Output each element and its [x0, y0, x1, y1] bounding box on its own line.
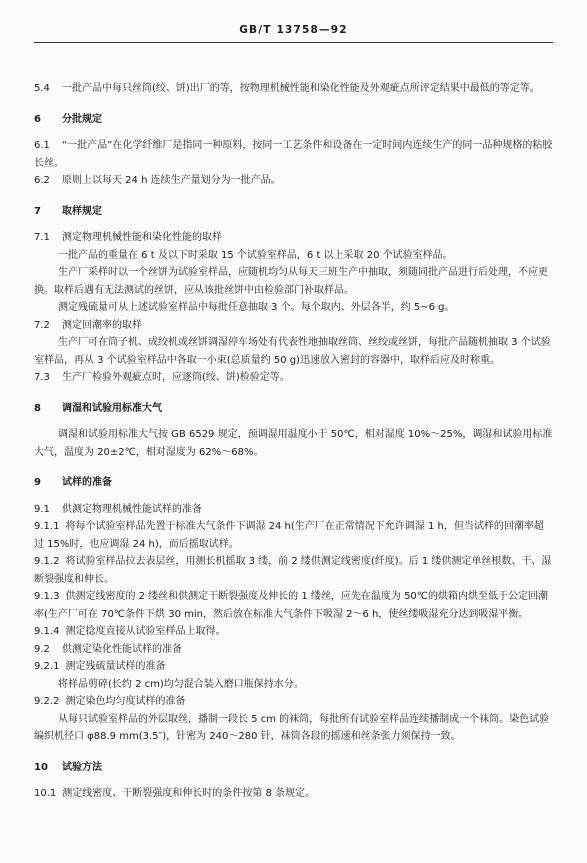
clause-9-1-4	[34, 623, 553, 641]
clause-9-2	[34, 641, 553, 659]
clause-9-1-3	[34, 588, 553, 623]
section-number: 8	[34, 402, 41, 414]
clause-text: 将每个试验室样品先置于标准大气条件下调湿 24 h(生产厂在正常情况下允许调湿 1 h，但当试样的回潮率超过 15%时，也应调湿 24 h)，而后摇取试样。	[34, 521, 544, 550]
section-number: 10	[34, 761, 48, 773]
clause-number: 6.2	[34, 175, 50, 186]
section-10-heading	[34, 759, 553, 777]
clause-number: 9.1.2	[34, 556, 60, 567]
section-8-heading	[34, 400, 553, 418]
paragraph-7-1-c: 测定残硫量可从上述试验室样品中每批任意抽取 3 个。每个取内、外层各半，约 5~6 g。	[58, 302, 455, 313]
clause-number: 9.1.3	[34, 591, 60, 602]
clause-text: 测定捻度直接从试验室样品上取得。	[65, 626, 226, 637]
clause-number: 10.1	[34, 788, 57, 799]
paragraph-9-2-1: 将样品剪碎(长约 2 cm)均匀混合装入磨口瓶保持水分。	[58, 678, 304, 690]
section-number: 7	[34, 205, 41, 217]
paragraph-9-2-2: 从每只试验室样品的外层取丝，播制一段长 5 cm 的袜筒，每批所有试验室样品连续播制成一个袜筒。染色试验编织机径口 φ88.9 mm(3.5″)，针密为 240～280 针，袜筒各段的摇速和丝条张力须保持一致。	[34, 713, 550, 742]
clause-text: 原则上以每天 24 h 连续生产量划分为一批产品。	[62, 175, 281, 186]
section-number: 6	[34, 113, 41, 125]
paragraph-8: 调湿和试验用标准大气按 GB 6529 规定，预调湿用温度小于 50℃，相对湿度 10%～25%，调湿和试验用标准大气，温度为 20±2℃，相对湿度为 62%～68%。	[34, 429, 553, 458]
clause-7-3	[34, 369, 553, 387]
clause-text: 供测定染化性能试样的准备	[62, 643, 182, 655]
clause-text: 供测定物理机械性能试样的准备	[62, 503, 202, 515]
clause-number: 6.1	[34, 140, 50, 151]
document-body	[34, 80, 553, 803]
section-title: 分批规定	[62, 113, 102, 125]
section-title: 试验方法	[62, 761, 102, 773]
clause-9-2-2	[34, 693, 553, 711]
clause-9-1-1	[34, 518, 553, 553]
clause-6-2	[34, 172, 553, 190]
clause-number: 9.1.4	[34, 626, 60, 637]
page-header: GB/T 13758—92	[239, 24, 348, 36]
section-title: 调湿和试验用标准大气	[62, 402, 162, 414]
section-6-heading	[34, 111, 553, 129]
section-7-heading	[34, 203, 553, 221]
paragraph-7-2: 生产厂可在筒子机、成绞机或丝饼调湿停车场处有代表性地抽取丝筒、丝绞或丝饼，每批产品随机抽取 3 个试验室样品，再从 3 个试验室样品中各取一小束(总质量约 50 g)迅速放入密封的容器中，取样后应及时称重。	[34, 337, 551, 366]
clause-9-2-1	[34, 658, 553, 676]
section-title: 取样规定	[62, 205, 102, 217]
clause-7-1	[34, 229, 553, 247]
clause-number: 5.4	[34, 83, 50, 94]
header-rule	[34, 42, 553, 43]
paragraph-7-1-a: 一批产品的重量在 6 t 及以下时采取 15 个试验室样品，6 t 以上采取 20 个试验室样品。	[58, 249, 453, 261]
clause-text: 测定物理机械性能和染化性能的取样	[62, 232, 222, 243]
clause-text: “一批产品”在化学纤维厂是指同一种原料，按同一工艺条件和设备在一定时间内连续生产的同一品种规格的粘胶长丝。	[34, 140, 553, 169]
clause-text: 测定回潮率的取样	[62, 319, 142, 331]
clause-number: 9.2.2	[34, 696, 60, 707]
clause-text: 测定残硫量试样的准备	[65, 661, 166, 672]
clause-number: 7.1	[34, 232, 50, 243]
clause-5-4	[34, 80, 553, 98]
section-9-heading	[34, 474, 553, 492]
clause-text: 供测定线密度的 2 缕丝和供测定干断裂强度及伸长的 1 缕丝，应先在温度为 50℃的烘箱内烘至低于公定回潮率(生产厂可在 70℃条件下烘 30 min，然后放在标准大气条件下吸湿 2～6 h，使丝缕吸湿充分达到吸湿平衡。	[34, 591, 549, 620]
clause-6-1	[34, 137, 553, 172]
clause-text: 测定染色均匀度试样的准备	[65, 696, 186, 707]
clause-text: 一批产品中每只丝筒(绞、饼)出厂的等，按物理机械性能和染化性能及外观疵点所评定结果中最低的等定等。	[62, 83, 540, 94]
clause-number: 9.2.1	[34, 661, 60, 672]
clause-number: 7.2	[34, 319, 50, 331]
section-number: 9	[34, 477, 41, 488]
clause-number: 7.3	[34, 372, 50, 383]
clause-number: 9.1	[34, 503, 50, 515]
clause-7-2	[34, 317, 553, 335]
clause-10-1	[34, 785, 553, 803]
clause-number: 9.2	[34, 643, 50, 655]
clause-number: 9.1.1	[34, 521, 60, 532]
clause-text: 测定线密度、干断裂强度和伸长时的条件按第 8 条规定。	[62, 788, 315, 799]
clause-text: 生产厂检验外观疵点时，应逐筒(绞、饼)检验定等。	[62, 372, 290, 383]
clause-9-1	[34, 501, 553, 519]
paragraph-7-1-b: 生产厂采样时以一个丝饼为试验室样品，应随机均匀从每天三班生产中抽取，须随同批产品进行后处理，不应更换。取样后遇有无法测试的丝饼，应从该批丝饼中由检验部门补取样品。	[34, 267, 548, 296]
clause-9-1-2	[34, 553, 553, 588]
section-title: 试样的准备	[62, 477, 112, 488]
clause-text: 将试验室样品拉去表层丝，用测长机摇取 3 缕，前 2 缕供测定线密度(纤度)。后 1 缕供测定单丝根数、干、湿断裂强度和伸长。	[34, 556, 552, 585]
